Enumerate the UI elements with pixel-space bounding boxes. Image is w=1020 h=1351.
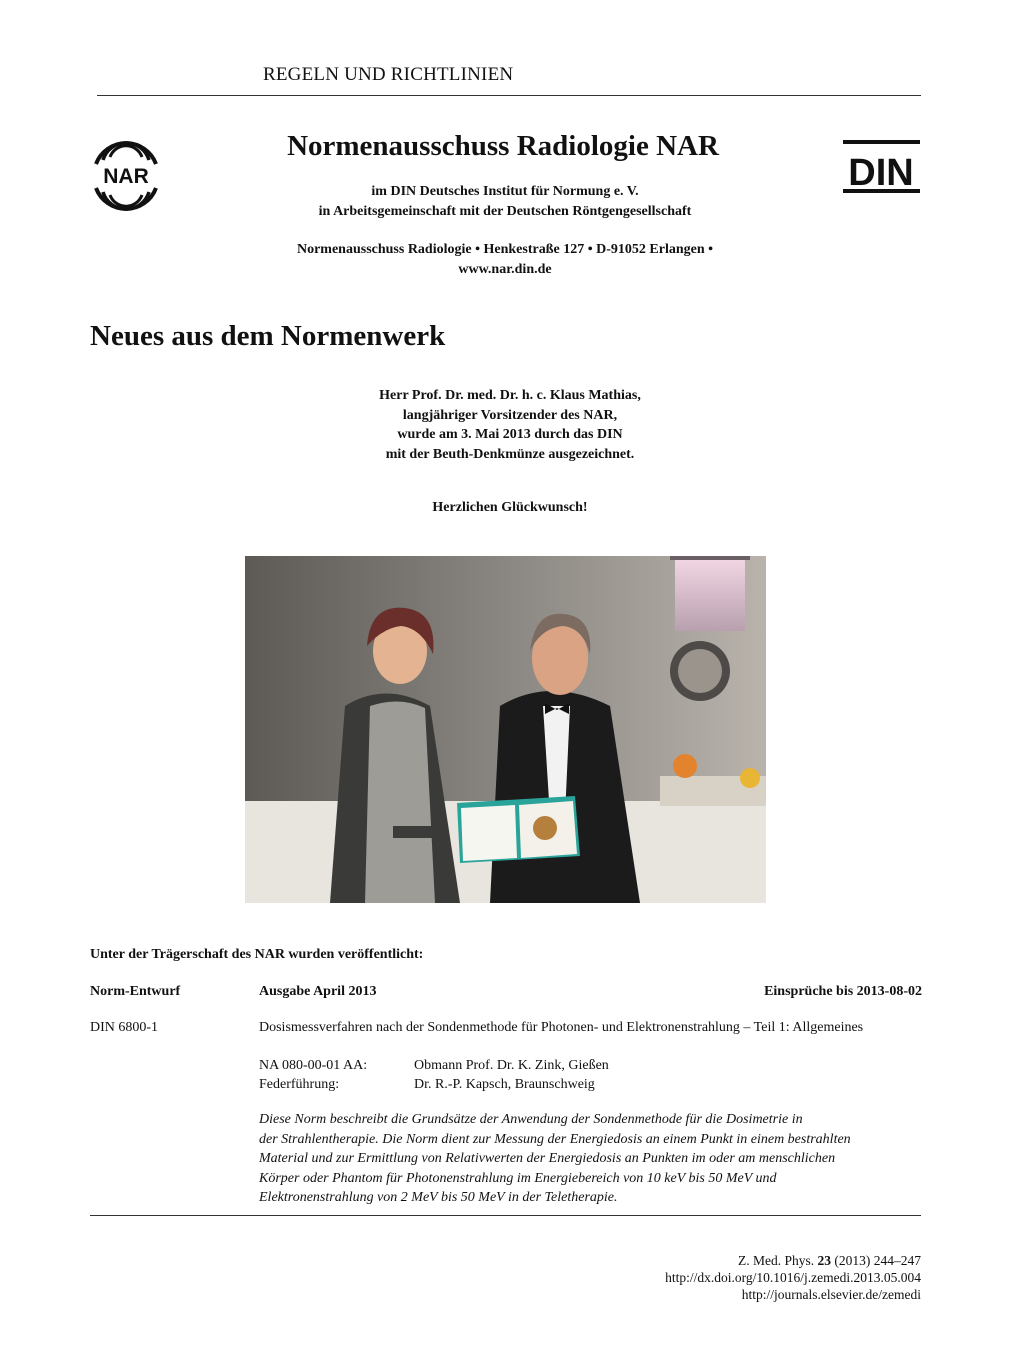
award-photo xyxy=(245,556,766,903)
norm-type-label: Norm-Entwurf xyxy=(90,984,181,999)
org-address xyxy=(180,240,830,280)
section-heading: REGELN UND RICHTLINIEN xyxy=(263,64,514,85)
award-line: langjähriger Vorsitzender des NAR, xyxy=(402,407,618,423)
org-sub-line-2: in Arbeitsgemeinschaft mit der Deutschen Röntgengesellschaft xyxy=(318,204,692,219)
news-heading: Neues aus dem Normenwerk xyxy=(90,320,446,352)
org-sub-line-1: im DIN Deutsches Institut für Normung e. V. xyxy=(371,184,639,199)
committee-values xyxy=(414,1056,609,1094)
award-line: mit der Beuth-Denkmünze ausgezeichnet. xyxy=(385,446,635,462)
abstract-line: Material und zur Ermittlung von Relativwerten der Energiedosis an Punkten im oder am menschlichen xyxy=(259,1151,836,1166)
award-announcement xyxy=(240,386,780,464)
congratulations: Herzlichen Glückwunsch! xyxy=(432,500,588,515)
award-line: wurde am 3. Mai 2013 durch das DIN xyxy=(397,427,623,442)
publications-intro: Unter der Trägerschaft des NAR wurden veröffentlicht: xyxy=(90,947,424,962)
abstract-line: der Strahlentherapie. Die Norm dient zur Messung der Energiedosis an einem Punkt in einem bestrahlten xyxy=(259,1131,851,1147)
bottom-divider xyxy=(90,1215,921,1216)
award-line: Herr Prof. Dr. med. Dr. h. c. Klaus Mathias, xyxy=(379,388,641,403)
standard-abstract xyxy=(259,1110,909,1208)
journal-url-link[interactable]: http://journals.elsevier.de/zemedi xyxy=(741,1287,921,1302)
org-subtitle xyxy=(180,182,830,222)
org-title: Normenausschuss Radiologie NAR xyxy=(287,130,719,162)
standard-title: Dosismessverfahren nach der Sondenmethode für Photonen- und Elektronenstrahlung – Teil 1: Allgemeines xyxy=(259,1020,864,1035)
issue-date: Ausgabe April 2013 xyxy=(259,984,377,999)
abstract-line: Körper oder Phantom für Photonenstrahlung im Energiebereich von 10 keV bis 50 MeV und xyxy=(259,1170,777,1186)
committee-label: NA 080-00-01 AA: xyxy=(259,1058,368,1073)
nar-logo-icon xyxy=(88,136,164,212)
org-website-link[interactable]: www.nar.din.de xyxy=(458,262,552,277)
journal-name: Z. Med. Phys. xyxy=(737,1253,815,1268)
citation-footer xyxy=(665,1252,921,1303)
top-divider xyxy=(97,95,921,96)
din-logo-icon xyxy=(842,138,922,196)
standard-number: DIN 6800-1 xyxy=(90,1020,159,1035)
nar-logo-text: NAR xyxy=(103,165,149,188)
journal-citation xyxy=(665,1252,921,1269)
lead-value: Dr. R.-P. Kapsch, Braunschweig xyxy=(414,1077,595,1092)
abstract-line: Diese Norm beschreibt die Grundsätze der Anwendung der Sondenmethode für die Dosimetrie in xyxy=(259,1112,803,1127)
journal-year-pages: (2013) 244–247 xyxy=(834,1253,921,1268)
committee-value: Obmann Prof. Dr. K. Zink, Gießen xyxy=(414,1058,609,1073)
din-logo-text: DIN xyxy=(848,152,914,194)
abstract-line: Elektronenstrahlung von 2 MeV bis 50 MeV in der Teletherapie. xyxy=(259,1190,618,1205)
committee-labels xyxy=(259,1056,367,1094)
objection-deadline: Einsprüche bis 2013-08-02 xyxy=(764,984,922,999)
lead-label: Federführung: xyxy=(259,1077,340,1092)
org-address-line: Normenausschuss Radiologie • Henkestraße 127 • D-91052 Erlangen • xyxy=(296,242,714,257)
journal-volume: 23 xyxy=(817,1253,831,1268)
doi-link[interactable]: http://dx.doi.org/10.1016/j.zemedi.2013.05.004 xyxy=(665,1270,921,1285)
